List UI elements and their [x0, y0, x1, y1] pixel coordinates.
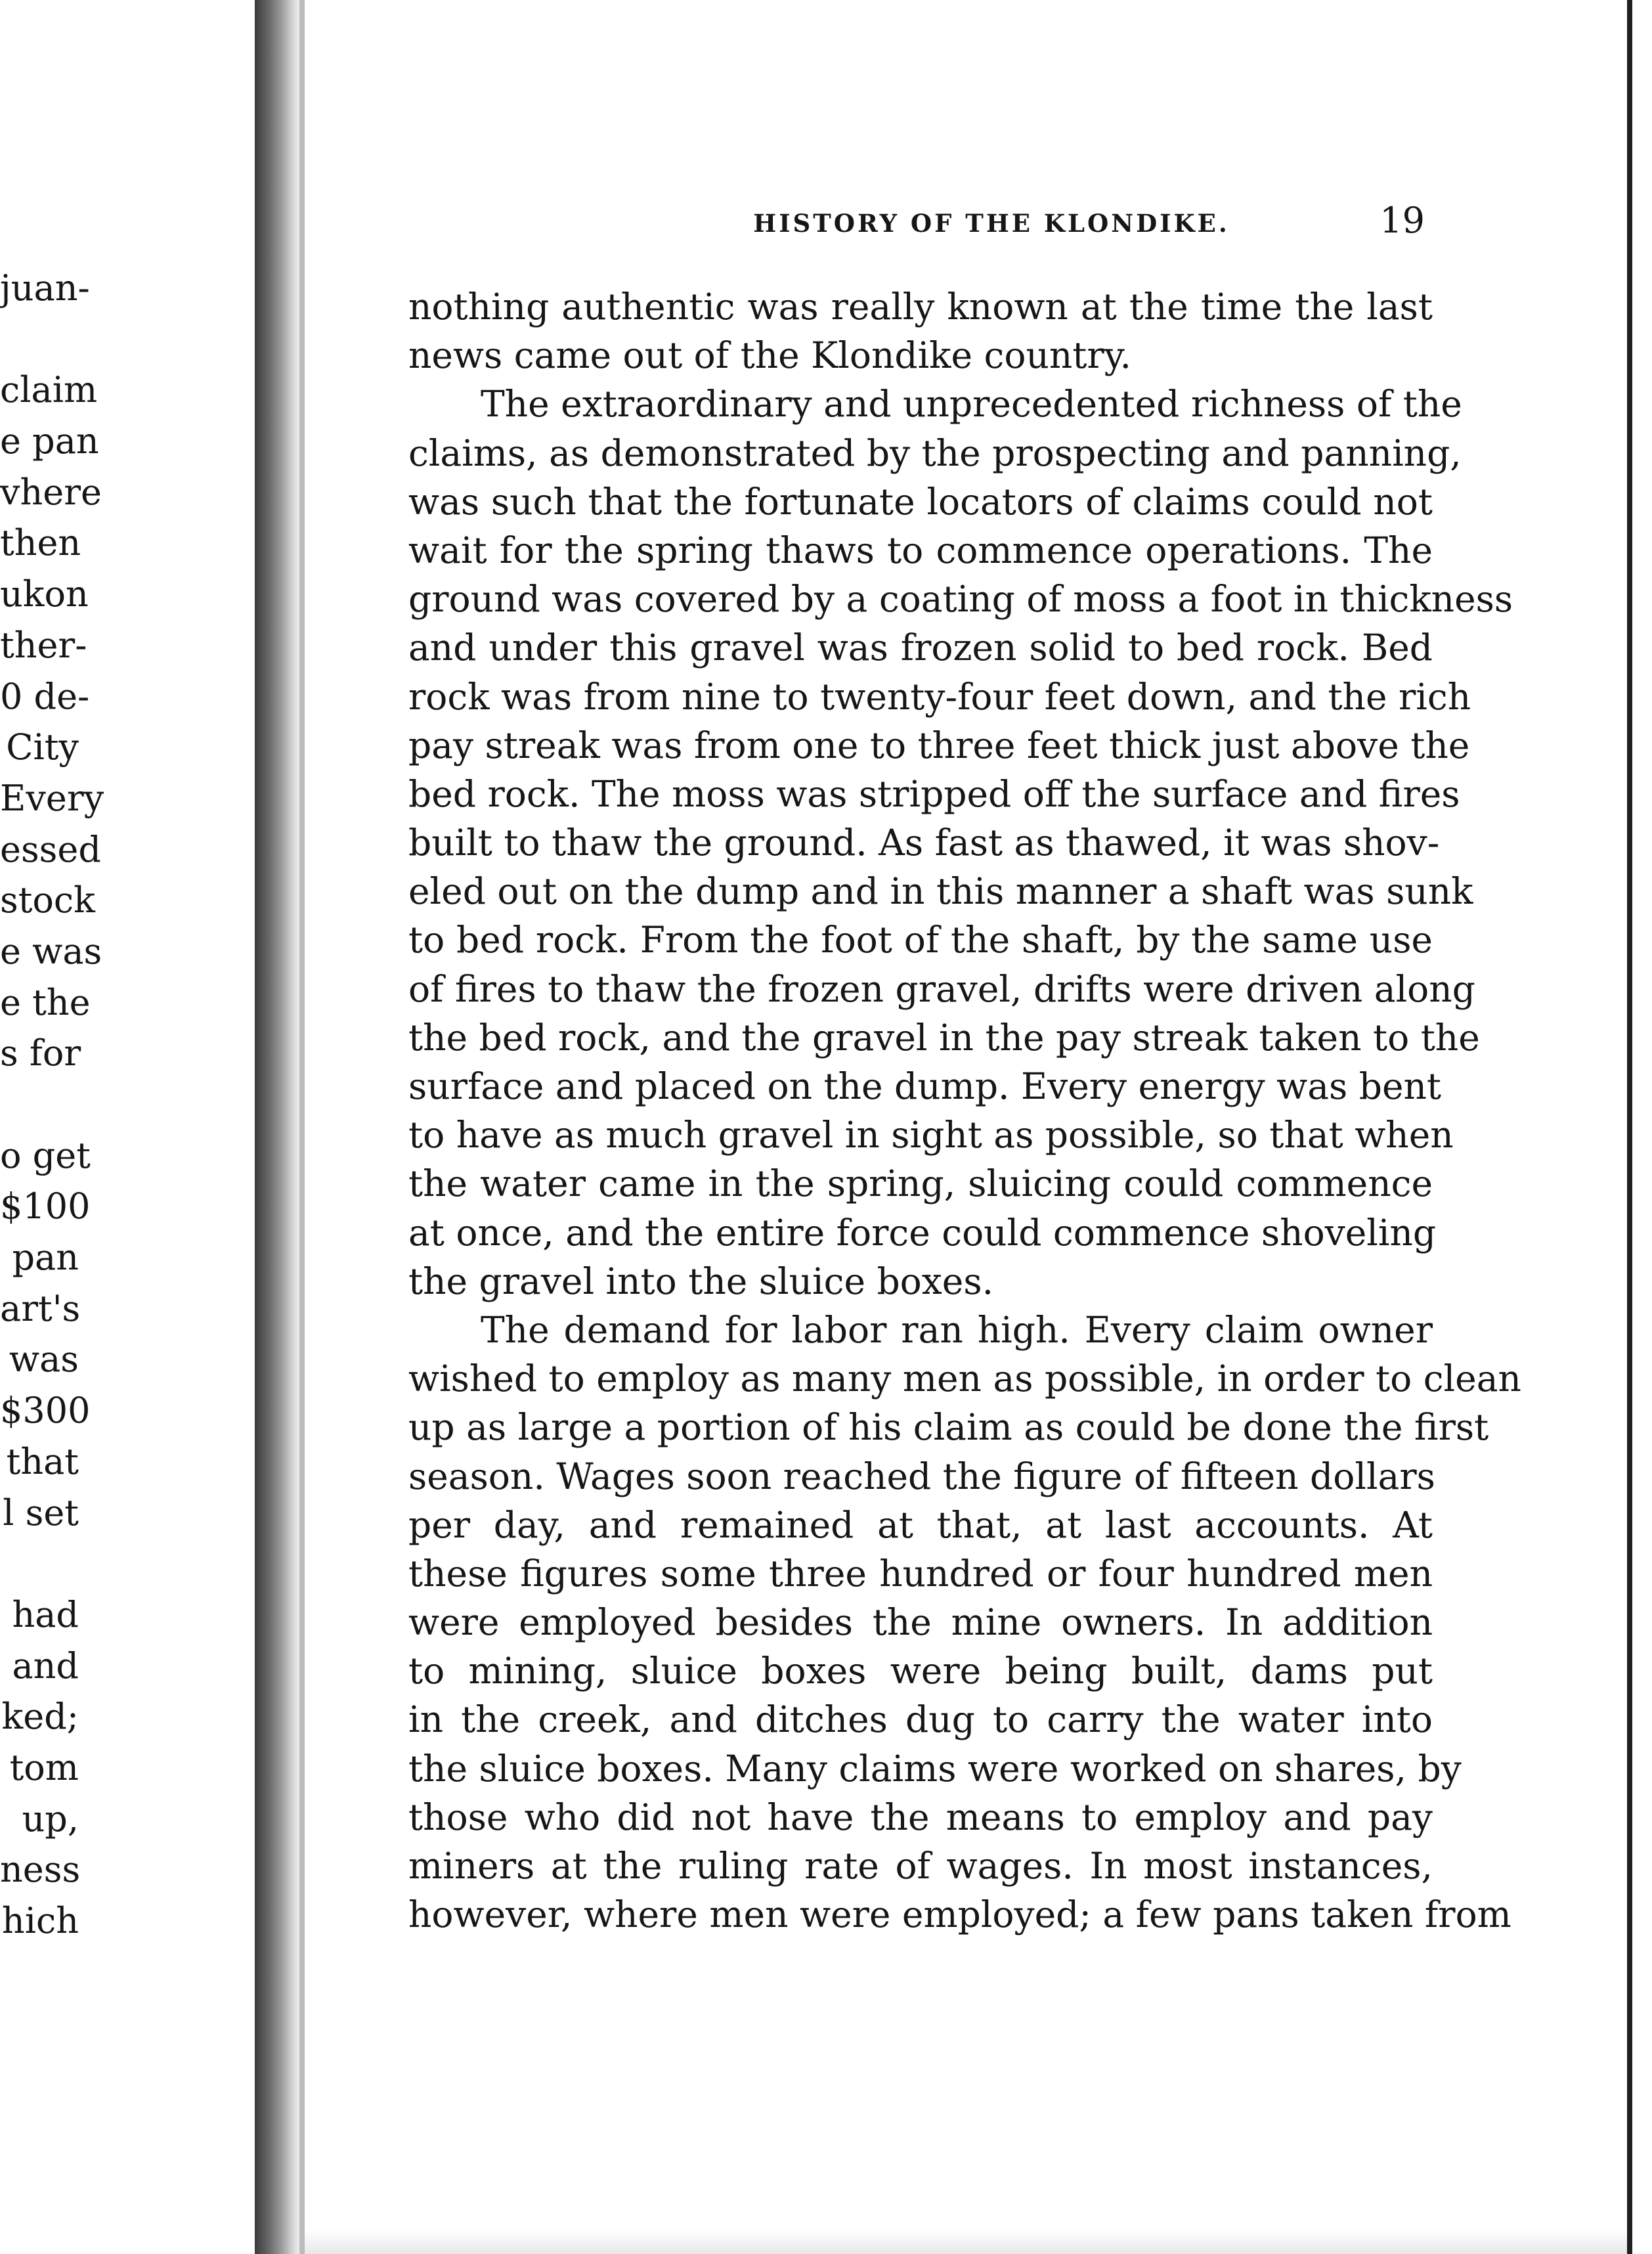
left-page-line: tom — [9, 1746, 79, 1788]
left-page-line: s for — [0, 1032, 81, 1074]
text-line: of fires to thaw the frozen gravel, drifts were driven along — [408, 967, 1475, 1010]
text-line: bed rock. The moss was stripped off the surface and fires — [408, 772, 1460, 815]
text-line: were employed besides the mine owners. In addition — [408, 1601, 1433, 1644]
text-line: to mining, sluice boxes were being built, dams put — [408, 1650, 1433, 1692]
book-gutter-shadow — [255, 0, 303, 2254]
left-page-line: e was — [0, 930, 102, 972]
text-line: ground was covered by a coating of moss a foot in thickness — [408, 578, 1513, 621]
left-page-line — [0, 1538, 79, 1589]
text-line: built to thaw the ground. As fast as thawed, it was shov- — [408, 822, 1440, 864]
left-page-line: up, — [22, 1798, 79, 1840]
text-line: The extraordinary and unprecedented richness of the — [481, 383, 1462, 426]
left-page-line: o get — [0, 1134, 91, 1176]
page-edge-line — [1627, 0, 1632, 2254]
text-line: those who did not have the means to employ and pay — [408, 1796, 1433, 1838]
text-line: and under this gravel was frozen solid to bed rock. Bed — [408, 627, 1433, 669]
text-line: pay streak was from one to three feet thick just above the — [408, 724, 1470, 766]
left-page-line: hich — [1, 1900, 79, 1941]
left-page-line: e pan — [0, 420, 99, 462]
text-line: wished to employ as many men as possible, in order to clean — [408, 1358, 1521, 1400]
gutter-edge — [299, 0, 305, 2254]
text-line: at once, and the entire force could commence shoveling — [408, 1211, 1437, 1254]
left-page-line: l set — [3, 1492, 79, 1534]
left-page-line: $100 — [0, 1185, 91, 1227]
text-line: The demand for labor ran high. Every claim owner — [481, 1308, 1433, 1351]
left-page-text-column — [0, 263, 104, 2207]
left-page-fragment — [0, 0, 255, 2254]
text-line: to bed rock. From the foot of the shaft, by the same use — [408, 919, 1433, 961]
left-page-line: juan- — [0, 267, 90, 309]
text-line: was such that the fortunate locators of claims could not — [408, 480, 1433, 523]
left-page-line: e the — [0, 981, 91, 1023]
left-page-line: ked; — [1, 1696, 79, 1738]
text-line: per day, and remained at that, at last accounts. At — [408, 1503, 1433, 1546]
text-line: however, where men were employed; a few pans taken from — [408, 1893, 1511, 1936]
text-line: nothing authentic was really known at the time the last — [408, 286, 1433, 328]
left-page-line: claim — [0, 369, 98, 411]
left-page-line: that — [6, 1440, 79, 1482]
text-line: claims, as demonstrated by the prospecting and panning, — [408, 431, 1462, 474]
left-page-line: then — [0, 522, 81, 564]
text-line: the gravel into the sluice boxes. — [408, 1260, 994, 1302]
text-line: news came out of the Klondike country. — [408, 334, 1131, 377]
left-page-line: was — [9, 1338, 79, 1381]
left-page-line: City — [6, 726, 79, 768]
body-text — [408, 282, 1521, 1939]
left-page-line: stock — [0, 879, 95, 921]
left-page-line: Every — [0, 777, 104, 819]
left-page-line: ukon — [0, 573, 89, 615]
text-line: wait for the spring thaws to commence operations. The — [408, 529, 1433, 571]
left-page-line: ther- — [0, 624, 87, 666]
text-line: the sluice boxes. Many claims were worked on shares, by — [408, 1747, 1462, 1790]
left-page-line: pan — [12, 1237, 79, 1279]
text-line: in the creek, and ditches dug to carry the water into — [408, 1698, 1433, 1741]
left-page-line: ness — [0, 1849, 81, 1891]
left-page-line: had — [12, 1593, 79, 1635]
left-page-line: art's — [0, 1287, 81, 1329]
left-page-line: essed — [0, 828, 101, 870]
text-line: season. Wages soon reached the figure of fifteen dollars — [408, 1455, 1435, 1497]
text-line: rock was from nine to twenty-four feet down, and the rich — [408, 675, 1471, 718]
text-line: the water came in the spring, sluicing could commence — [408, 1162, 1433, 1205]
text-line: eled out on the dump and in this manner a shaft was sunk — [408, 870, 1473, 913]
text-line: miners at the ruling rate of wages. In most instances, — [408, 1845, 1433, 1887]
left-page-line — [0, 314, 79, 365]
page-number: 19 — [1380, 200, 1425, 241]
text-line: up as large a portion of his claim as could be done the first — [408, 1406, 1489, 1449]
left-page-line — [0, 1079, 79, 1130]
text-line: these figures some three hundred or four hundred men — [408, 1552, 1433, 1595]
running-head: HISTORY OF THE KLONDIKE. — [753, 209, 1230, 238]
left-page-line: $300 — [0, 1390, 91, 1432]
page-bottom-shade — [305, 2230, 1627, 2254]
text-line: the bed rock, and the gravel in the pay streak taken to the — [408, 1016, 1480, 1059]
text-line: to have as much gravel in sight as possible, so that when — [408, 1114, 1454, 1157]
text-line: surface and placed on the dump. Every energy was bent — [408, 1065, 1442, 1107]
left-page-line: vhere — [0, 471, 102, 513]
left-page-line: and — [12, 1645, 79, 1687]
left-page-line: 0 de- — [0, 675, 90, 717]
